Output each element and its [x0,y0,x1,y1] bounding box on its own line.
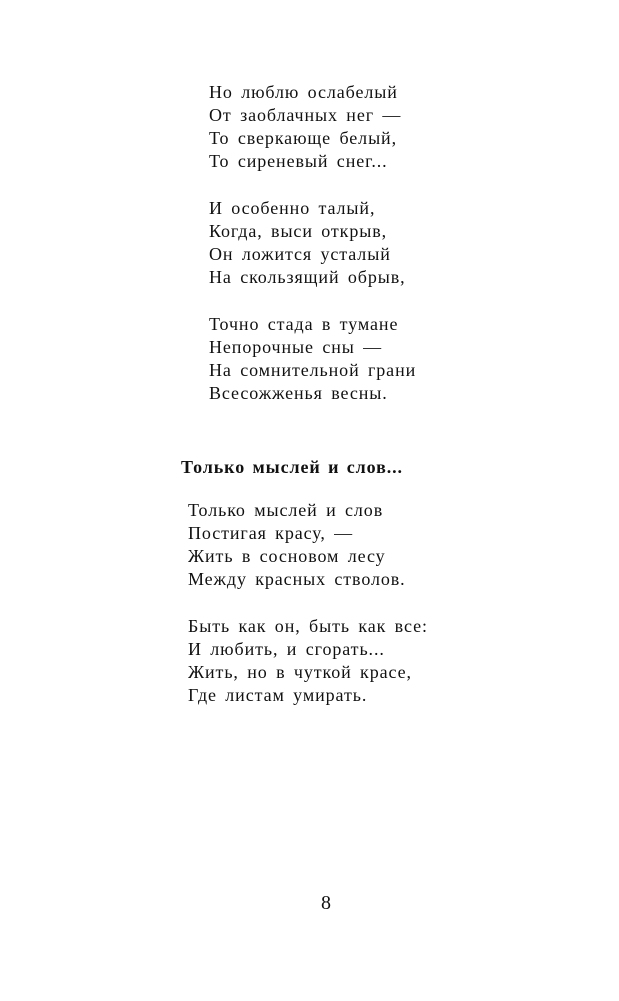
poem-line: Только мыслей и слов [188,500,384,520]
poem-line: На сомнительной грани [209,360,417,380]
poem-line: Постигая красу, — [188,523,354,543]
stanza-3 [209,313,416,405]
poem-line: Всесожженья весны. [209,383,388,403]
poem-line: Но люблю ослабелый [209,82,398,102]
page-number: 8 [321,892,331,914]
stanza-1 [209,81,401,173]
poem-line: И любить, и сгорать... [188,639,385,659]
poem-line: Он ложится усталый [209,244,391,264]
poem-line: Непорочные сны — [209,337,383,357]
poem-line: И особенно талый, [209,198,376,218]
poem-line: Точно стада в тумане [209,314,399,334]
poem-line: Жить в сосновом лесу [188,546,386,566]
stanza-4 [188,499,406,591]
stanza-2 [209,197,406,289]
poem-title: Только мыслей и слов... [181,457,403,477]
poem-line: То сверкающе белый, [209,128,397,148]
poem-line: Когда, выси открыв, [209,221,388,241]
poem-line: Где листам умирать. [188,685,368,705]
poem-line: От заоблачных нег — [209,105,402,125]
stanza-5 [188,615,428,707]
poem-line: Жить, но в чуткой красе, [188,662,412,682]
poem-line: На скользящий обрыв, [209,267,406,287]
poem-line: Между красных стволов. [188,569,406,589]
poem-line: То сиреневый снег... [209,151,388,171]
poem-line: Быть как он, быть как все: [188,616,428,636]
